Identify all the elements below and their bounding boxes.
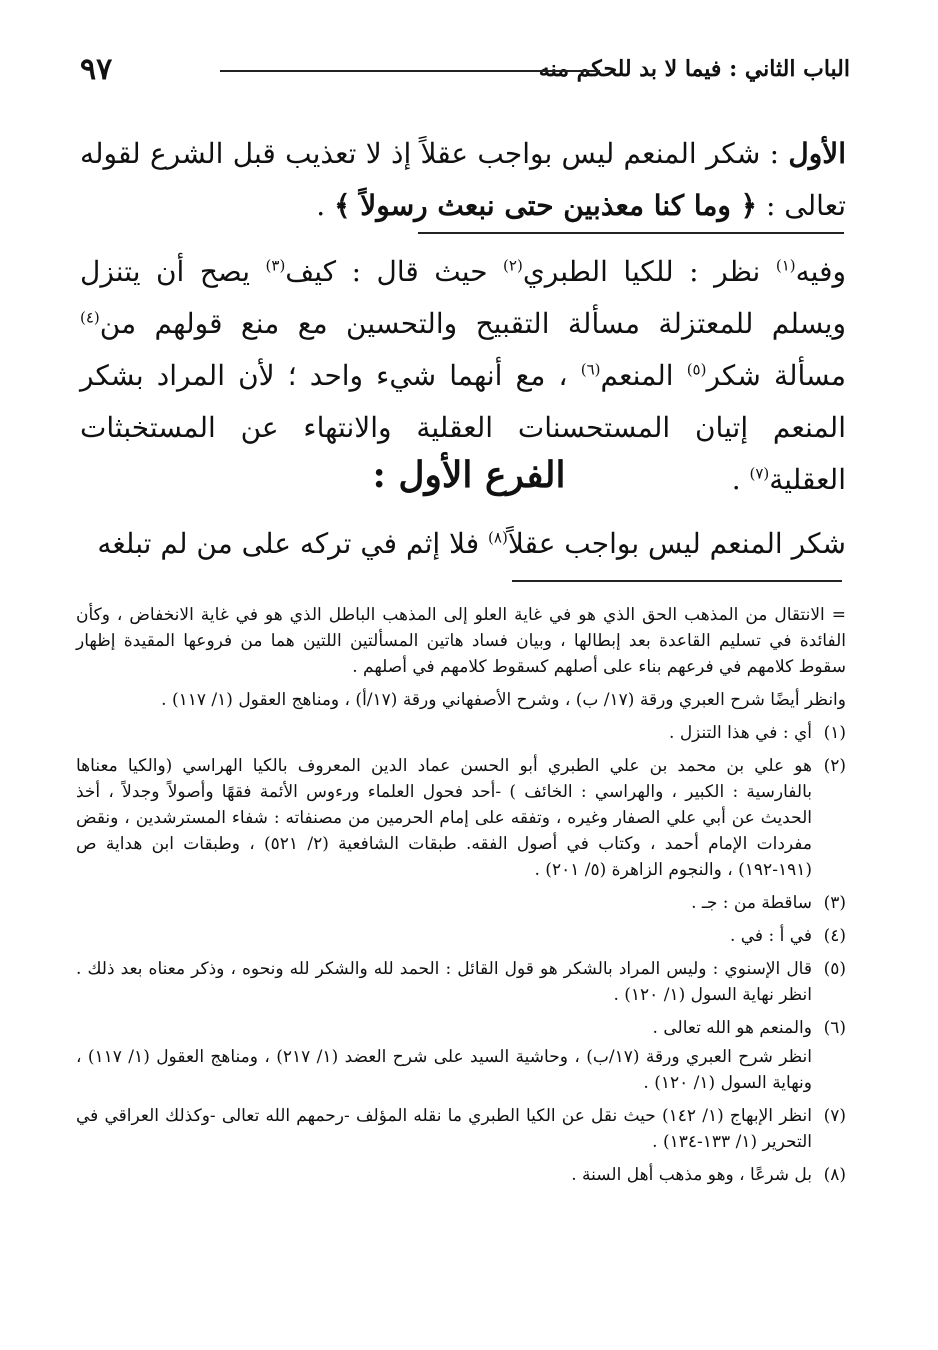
text-run: ، مع أنهما شيء واحد ؛ لأن المراد بشكر المنعم إتيان المستحسنات العقلية والانتهاء عن المستخبثات العقلية bbox=[80, 359, 846, 496]
footnote-ref-2[interactable]: (٢) bbox=[503, 256, 523, 275]
footnote-number: (٢) bbox=[823, 756, 846, 776]
footnote-text: في أ : في . bbox=[729, 926, 812, 946]
footnote-text: والمنعم هو الله تعالى . bbox=[652, 1018, 812, 1038]
footnote-item bbox=[76, 1103, 846, 1155]
footnote-number: (٨) bbox=[823, 1165, 846, 1185]
footnote-ref-1[interactable]: (١) bbox=[775, 256, 796, 275]
footnote-item bbox=[76, 890, 846, 916]
text-run: . bbox=[731, 463, 741, 496]
footnote-text: ساقطة من : جـ . bbox=[691, 893, 812, 913]
divider-rule bbox=[512, 580, 842, 582]
footnote-number: (١) bbox=[823, 723, 846, 743]
header-rule bbox=[220, 70, 600, 72]
footnote-number: (٧) bbox=[823, 1106, 846, 1126]
text-run: حيث قال : كيف bbox=[285, 255, 488, 288]
footnote-item bbox=[76, 956, 846, 1008]
footnotes-section bbox=[76, 602, 846, 1195]
paragraph-text: : شكر المنعم ليس بواجب عقلاً إذ لا تعذيب قبل الشرع لقوله تعالى : bbox=[80, 137, 846, 222]
footnote-text: هو علي بن محمد بن علي الطبري أبو الحسن عماد الدين المعروف بالكيا الهراسي (والكيا معناها بالفارسية : الكبير ، والهراسي : الخائف ) -أحد فحول العلماء ورءوس الأئمة فقهًا وأصولاً وجدلاً ، أخذ الحديث عن أبي علي الصفار وغيره ، وتفقه على إمام الحرمين من مصنفاته : شفاء المسترشدين ، ونقض مفردات الإمام أحمد ، وكتاب في أصول الفقه. طبقات الشافعية (٢/ ٥٢١) ، وطبقات ابن هداية ص (١٩١-١٩٢) ، والنجوم الزاهرة (٥/ ٢٠١) . bbox=[76, 756, 812, 880]
footnote-ref-7[interactable]: (٧) bbox=[749, 464, 770, 483]
footnote-item bbox=[76, 1162, 846, 1188]
footnote-text: قال الإسنوي : وليس المراد بالشكر هو قول القائل : الحمد لله والشكر لله ونحوه ، وذكر معناه بعد ذلك . انظر نهاية السول (١/ ١٢٠) . bbox=[76, 959, 812, 1005]
section-heading: الفرع الأول : bbox=[372, 454, 566, 496]
paragraph-lead-word: الأول bbox=[788, 137, 846, 170]
footnote-item bbox=[76, 923, 846, 949]
footnote-ref-5[interactable]: (٥) bbox=[686, 360, 707, 379]
footnote-continuation: انظر شرح العبري ورقة (١٧/ب) ، وحاشية السيد على شرح العضد (١/ ٢١٧) ، ومناهج العقول (١/ ١١٧) ، ونهاية السول (١/ ١٢٠) . bbox=[76, 1047, 812, 1093]
footnote-number: (٥) bbox=[823, 959, 846, 979]
footnote-continuation: وانظر أيضًا شرح العبري ورقة (١٧/ ب) ، وشرح الأصفهاني ورقة (١٧/أ) ، ومناهج العقول (١/ ١١٧) . bbox=[161, 690, 846, 710]
footnote-number: (٤) bbox=[823, 926, 846, 946]
footnote-item bbox=[76, 753, 846, 883]
paragraph-first bbox=[80, 128, 846, 232]
paragraph-third bbox=[80, 518, 846, 570]
text-run: نظر : للكيا الطبري bbox=[522, 255, 761, 288]
quran-quote: ﴿ وما كنا معذبين حتى نبعث رسولاً ﴾ bbox=[334, 189, 758, 222]
footnote-text: أي : في هذا التنزل . bbox=[669, 723, 812, 743]
footnote-text: انظر الإبهاج (١/ ١٤٢) حيث نقل عن الكيا الطبري ما نقله المؤلف -رحمهم الله تعالى -وكذلك العراقي في التحرير (١/ ١٣٣-١٣٤) . bbox=[76, 1106, 813, 1152]
text-run: شكر المنعم ليس بواجب عقلاً bbox=[507, 527, 846, 560]
divider-rule bbox=[418, 232, 844, 234]
footnote-item bbox=[76, 1015, 846, 1041]
footnote-number: (٦) bbox=[823, 1018, 846, 1038]
text-run: مسألة شكر bbox=[706, 359, 847, 392]
footnote-ref-3[interactable]: (٣) bbox=[265, 256, 286, 275]
text-run: وفيه bbox=[795, 255, 847, 288]
paragraph-end: . bbox=[316, 189, 326, 222]
footnote-text: بل شرعًا ، وهو مذهب أهل السنة . bbox=[571, 1165, 812, 1185]
footnote-ref-8[interactable]: (٨) bbox=[488, 528, 508, 547]
text-run: فلا إثم في تركه على من لم تبلغه bbox=[97, 527, 480, 560]
footnote-item bbox=[76, 720, 846, 746]
text-run: يصح أن يتنزل ويسلم للمعتزلة مسألة التقبيح والتحسين مع منع قولهم من bbox=[80, 255, 846, 340]
page-number: ٩٧ bbox=[80, 52, 113, 87]
text-run: المنعم bbox=[600, 359, 674, 392]
running-title: الباب الثاني : فيما لا بد للحكم منه bbox=[538, 56, 850, 82]
page-header bbox=[80, 52, 850, 92]
footnote-number: (٣) bbox=[823, 893, 846, 913]
footnote-continuation: = الانتقال من المذهب الحق الذي هو في غاية العلو إلى المذهب الباطل الذي هو في غاية الانخفاض ، وكأن الفائدة في تسليم القاعدة بعد إبطالها ، وبيان فساد هاتين المسألتين اللتين هما من فروعها المقيدة إظهار سقوط كلامهم في فرعهم بناء على أصلهم كسقوط كلامهم في أصلهم . bbox=[76, 605, 846, 677]
footnote-ref-6[interactable]: (٦) bbox=[580, 360, 601, 379]
footnote-ref-4[interactable]: (٤) bbox=[80, 308, 100, 327]
